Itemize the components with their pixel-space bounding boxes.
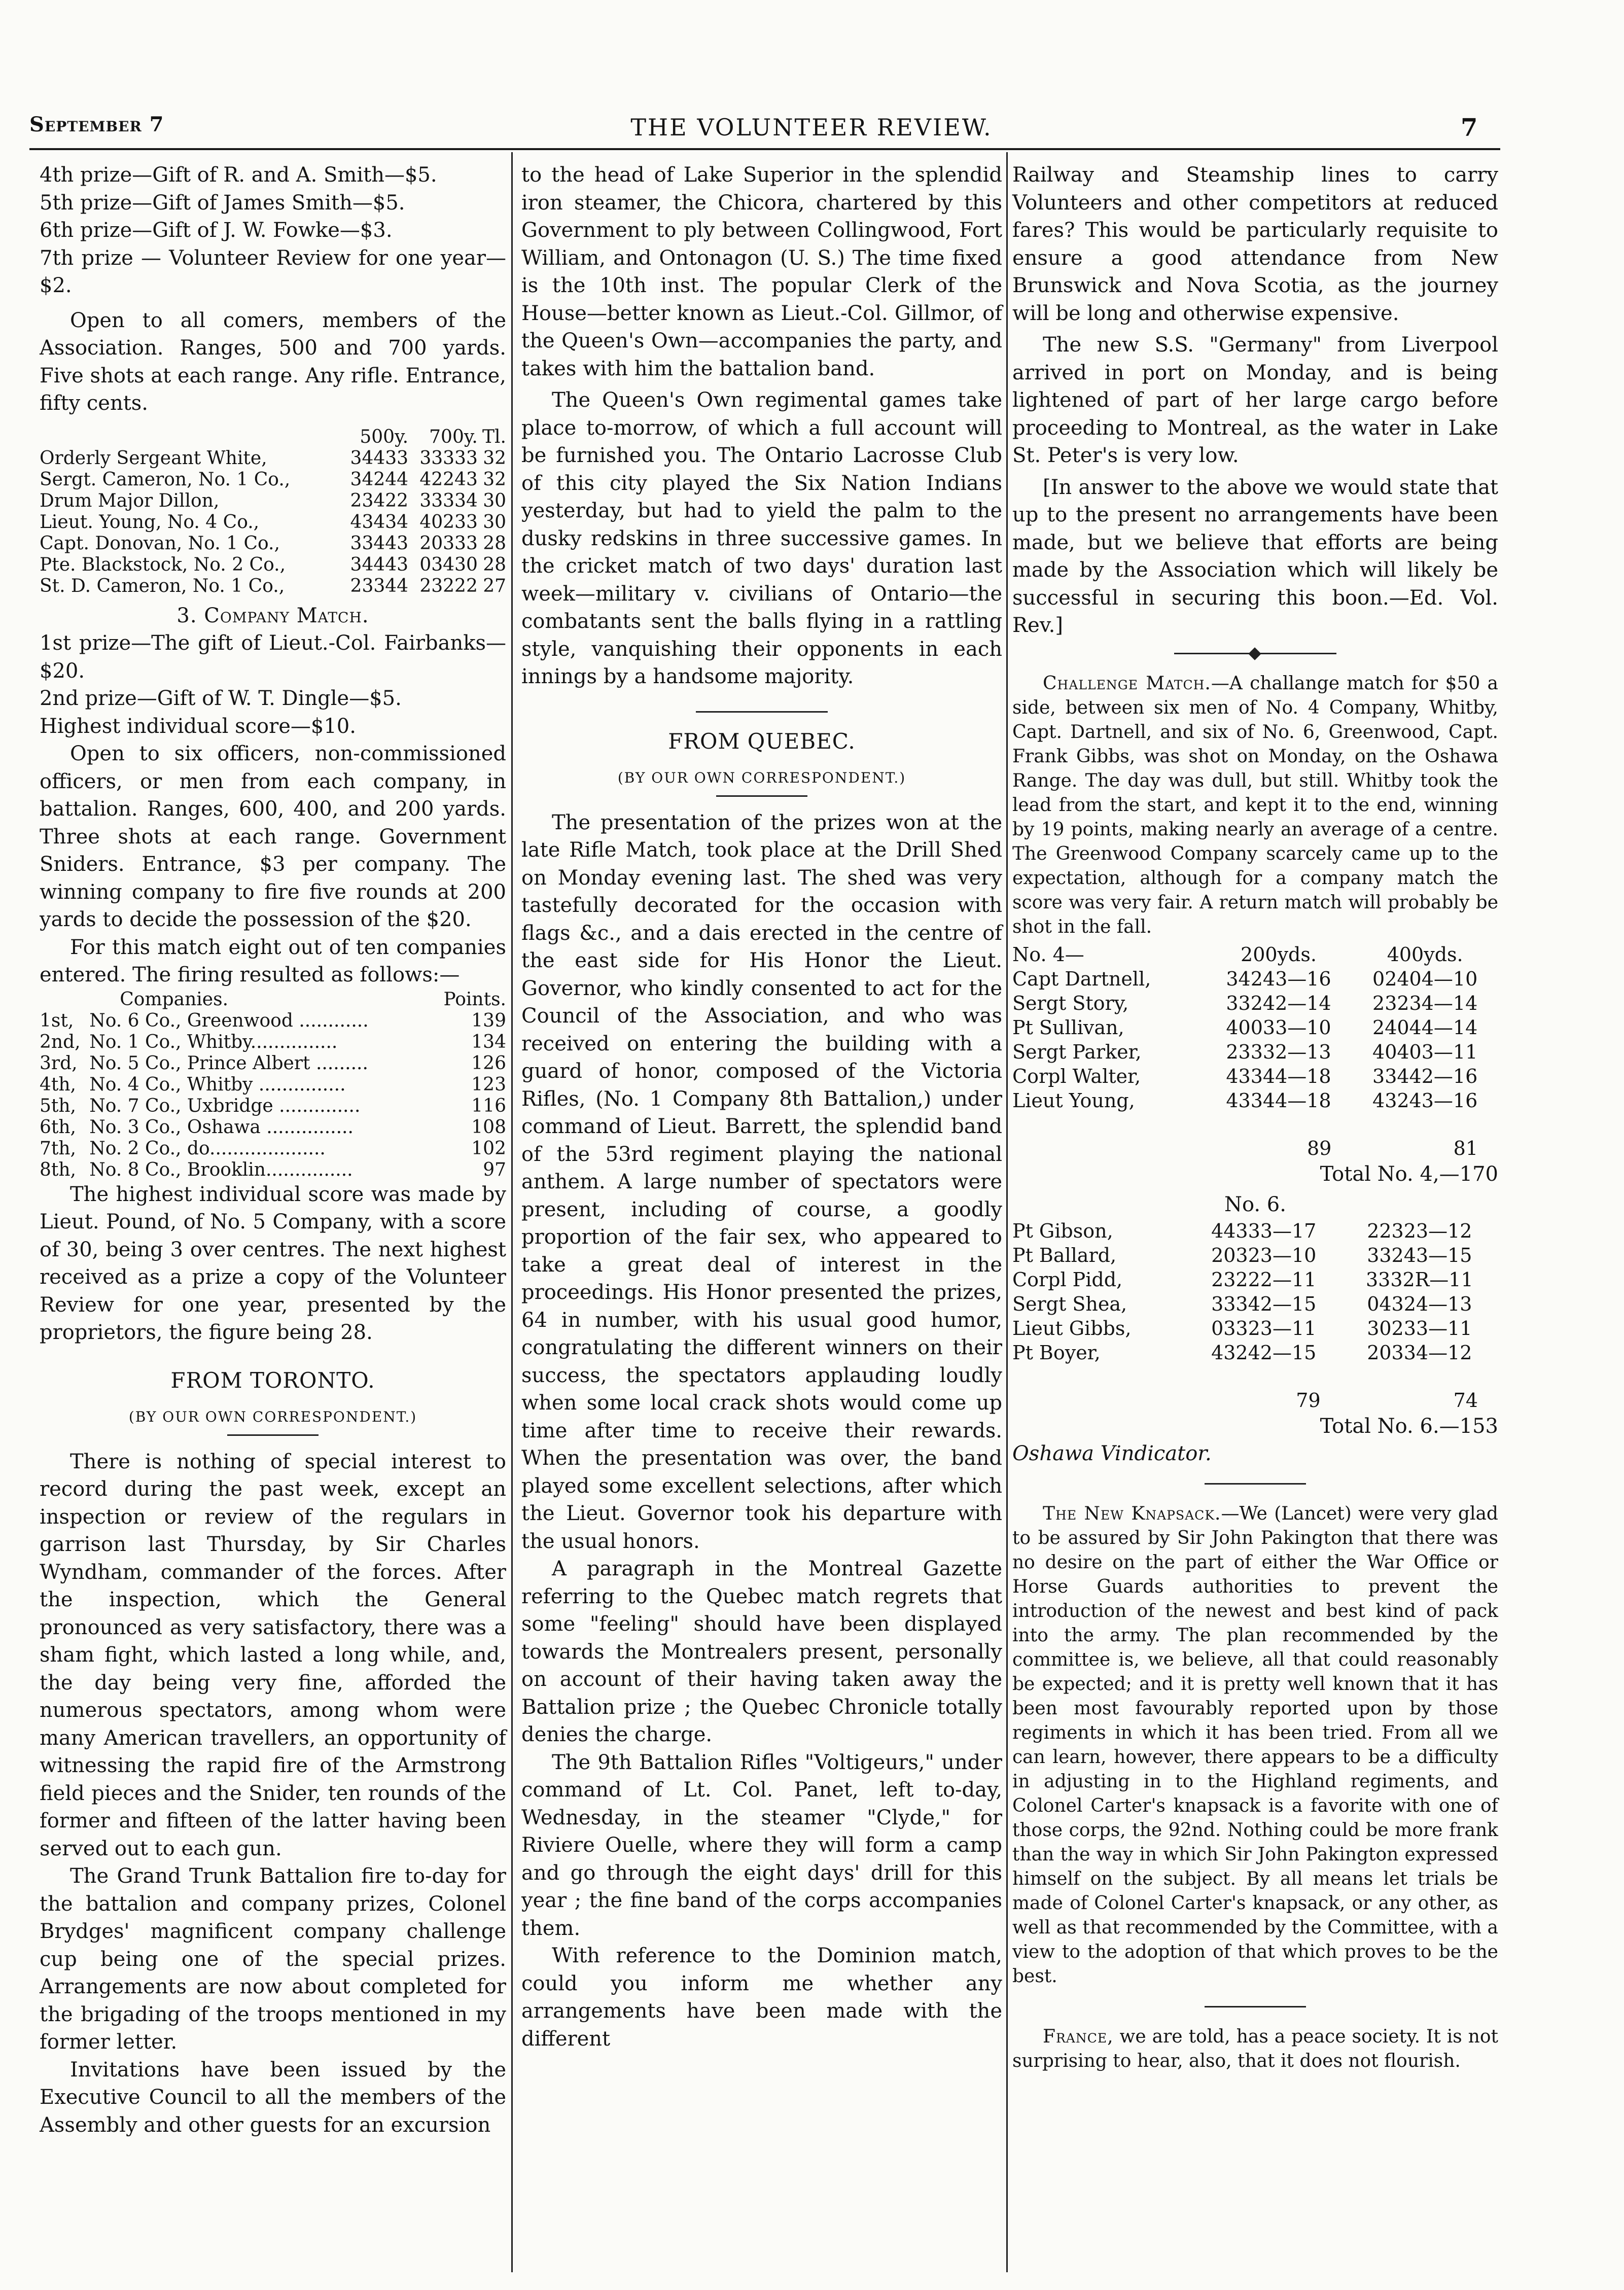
table-cell: No. 3 Co., Oshawa ............... [89, 1116, 354, 1138]
table-cell: 33333 [419, 447, 478, 469]
table-cell [1012, 1365, 1187, 1413]
table-cell: No. 5 Co., Prince Albert ......... [89, 1052, 368, 1074]
table-cell: 89 [1307, 1137, 1332, 1159]
column-3 [1012, 161, 1498, 2073]
table-row [1012, 991, 1498, 1015]
table-cell: 30 [483, 511, 506, 533]
table-cell: 42243 [419, 469, 478, 490]
table-cell: Pt Sullivan, [1012, 1016, 1124, 1039]
france-text: we are told, has a peace society. It is not surprising to hear, also, that it does not flourish. [1012, 2026, 1498, 2071]
table-row [40, 533, 506, 554]
table-cell: Companies. [120, 989, 229, 1010]
table-cell: 700y. [429, 426, 478, 447]
knapsack-lead: The New Knapsack. [1043, 1503, 1221, 1524]
column-1 [40, 161, 506, 2139]
table-row [1012, 1341, 1498, 1365]
article-paragraph: The Grand Trunk Battalion fire to-day for the battalion and company prizes, Colonel Brydges' magnificent company challenge cup being one of the special prizes. Arrangements are now about completed for the brigading of the troops mentioned in my former letter. [40, 1864, 506, 2054]
header-date: September 7 [29, 113, 164, 136]
article-paragraph: A paragraph in the Montreal Gazette referring to the Quebec match regrets that some "feeling" should have been displayed towards the Montrealers present, personally on account of their having taken away the Battalion prize ; the Quebec Chronicle totally denies the charge. [521, 1557, 1002, 1746]
editor-note: [In answer to the above we would state that up to the present no arrangements have been made, but we believe that efforts are being made by the Association which will likely be successful in securing this boon.—Ed. Vol. Rev.] [1012, 475, 1498, 637]
section-rule [696, 711, 828, 713]
table-cell: 40033—10 [1226, 1016, 1331, 1039]
table-row [40, 1159, 506, 1181]
table-cell: 23422 [350, 490, 409, 511]
prize-item: Highest individual score—$10. [40, 714, 356, 738]
prize-item: 1st prize—The gift of Lieut.-Col. Fairbanks—$20. [40, 631, 506, 683]
table-cell: Corpl Pidd, [1012, 1268, 1123, 1291]
prize-item: 5th prize—Gift of James Smith—$5. [40, 191, 405, 215]
table-cell: 20333 [419, 533, 478, 554]
table-cell [1012, 1113, 1206, 1160]
table-cell: 139 [471, 1010, 506, 1031]
table-cell: Tl. [482, 426, 506, 447]
table-row [1012, 1064, 1498, 1088]
table-cell: 79 [1296, 1389, 1321, 1412]
table-cell: 43242—15 [1211, 1341, 1317, 1364]
table-cell: 22323—12 [1367, 1219, 1472, 1242]
table-row [40, 1053, 506, 1074]
table-cell: No. 4— [1012, 943, 1084, 966]
table-cell: 33342—15 [1211, 1292, 1317, 1315]
table-cell: 24044—14 [1372, 1016, 1478, 1039]
article-paragraph: The presentation of the prizes won at the late Rifle Match, took place at the Drill Shed on Monday evening last. The shed was very tastefully decorated for the occasion with flags &c., and a dais erected in the centre of the east side for His Honor the Lieut. Governor, who kindly consented to act for the Council of the Association, and who was received on entering the building with a guard of honor, composed of the Victoria Rifles, (No. 1 Company 8th Battalion,) under command of Lieut. Barrett, the splendid band of the 53rd regiment playing the national anthem. A large number of spectators were present, including of course, a goodly proportion of the fair sex, who appeared to take a great deal of interest in the proceedings. His Honor presented the prizes, 64 in number, with his usual good humor, congratulating the different winners on their success, the spectators applauding loudly when some local crack shots would come up time after time to receive their rewards. When the presentation was over, the band played some excellent selections, after which the Lieut. Governor took his departure with the usual honors. [521, 811, 1002, 1553]
table-row [1012, 967, 1498, 991]
sum-row [1012, 1113, 1498, 1160]
table-row [40, 1138, 506, 1159]
challenge-match-lead: Challenge Match. [1043, 673, 1211, 694]
table-row [40, 1010, 506, 1032]
table-cell: 43344—18 [1226, 1065, 1331, 1087]
table-cell: 43434 [350, 511, 409, 533]
table-cell: Capt Dartnell, [1012, 967, 1151, 990]
masthead-title: THE VOLUNTEER REVIEW. [630, 114, 993, 141]
table-cell: 33242—14 [1226, 992, 1331, 1014]
challenge-match-text: —A challange match for $50 a side, between six men of No. 4 Company, Whitby, Capt. Dartnell, and six of No. 6, Greenwood, Capt. Frank Gibbs, was shot on Monday, on the Oshawa Range. The day was dull, but still. Whitby took the lead from the start, and kept it to the end, winning by 19 points, making nearly an average of a centre. The Greenwood Company scarcely came up to the expectation, although for a company match the score was very fair. A return match will probably be shot in the fall. [1012, 673, 1498, 937]
byline: (BY OUR OWN CORRESPONDENT.) [617, 769, 906, 786]
table-cell: No. 2 Co., do.................... [89, 1138, 326, 1159]
table-cell: Pt Boyer, [1012, 1341, 1101, 1364]
table-cell: 6th, [40, 1116, 76, 1138]
table-cell: 34443 [350, 554, 409, 575]
article-paragraph: to the head of Lake Superior in the splendid iron steamer, the Chicora, chartered by this Government to ply between Collingwood, Fort William, and Ontonagon (U. S.) The time fixed is the 10th inst. The popular Clerk of the House—better known as Lieut.-Col. Gillmor, of the Queen's Own—accompanies the party, and takes with him the battalion band. [521, 163, 1002, 380]
individual-scores-table [40, 427, 506, 597]
table-cell: Sergt Parker, [1012, 1040, 1142, 1063]
table-row [40, 1096, 506, 1117]
table-cell: 30233—11 [1367, 1317, 1472, 1340]
table-cell: 02404—10 [1372, 967, 1478, 990]
table-cell: Points. [443, 989, 506, 1010]
table-cell: Sergt Story, [1012, 992, 1129, 1014]
table-row [1012, 1292, 1498, 1316]
table-cell: 123 [471, 1074, 506, 1095]
table-cell: 23234—14 [1372, 992, 1478, 1014]
table-cell: Lieut Young, [1012, 1089, 1135, 1112]
table-cell: Lieut Gibbs, [1012, 1317, 1132, 1340]
table-cell: 3rd, [40, 1052, 78, 1074]
source-credit: Oshawa Vindicator. [1012, 1442, 1212, 1465]
table-cell: 1st, [40, 1010, 74, 1031]
table-row [40, 1117, 506, 1138]
table-cell: 4th, [40, 1074, 76, 1095]
table-cell: 32 [483, 447, 506, 469]
section-heading-toronto: FROM TORONTO. [170, 1367, 375, 1393]
table-cell: 03430 [419, 554, 478, 575]
table-cell: 23222 [419, 575, 478, 596]
table-header-row [40, 989, 506, 1010]
table-cell: 102 [471, 1138, 506, 1159]
table-cell: 34433 [350, 447, 409, 469]
column-divider-1 [511, 152, 513, 2272]
table-cell: 04324—13 [1367, 1292, 1472, 1315]
table-cell: Sergt Shea, [1012, 1292, 1127, 1315]
table-header-row [1012, 942, 1498, 967]
table-row [1012, 1316, 1498, 1341]
knapsack-text: —We (Lancet) were very glad to be assured by Sir John Pakington that there was no desire on the part of either the War Office or Horse Guards authorities to prevent the introduction of the newest and best kind of pack into the army. The plan recommended by the committee is, we believe, all that could reasonably be expected; and it is pretty well known that it has been most favourably reported upon by those regiments in which it has been tried. From all we can learn, however, there appears to be a difficulty in adjusting in to the Highland regiments, and Colonel Carter's knapsack is a favorite with one of those corps, the 92nd. Nothing could be more frank than the way in which Sir John Pakington expressed himself on the subject. By all means let trials be made of Colonel Carter's knapsack, or any other, as well as that recommended by the Committee, with a view to the adoption of that which proves to be the best. [1012, 1503, 1498, 1987]
table-row [40, 576, 506, 597]
table-cell: 03323—11 [1211, 1317, 1317, 1340]
challenge-match-paragraph [1012, 672, 1498, 939]
no6-total: Total No. 6.—153 [1320, 1414, 1498, 1438]
table-cell: 500y. [360, 426, 409, 447]
prize-item: 4th prize—Gift of R. and A. Smith—$5. [40, 163, 437, 187]
section-heading-quebec: FROM QUEBEC. [668, 728, 856, 754]
column-divider-2 [1006, 152, 1008, 2272]
table-cell: 40403—11 [1372, 1040, 1478, 1063]
table-cell: Lieut. Young, No. 4 Co., [40, 511, 260, 533]
france-paragraph [1012, 2025, 1498, 2073]
table-cell: 34244 [350, 469, 409, 490]
table-cell: 2nd, [40, 1031, 81, 1052]
no4-scores-table [1012, 942, 1498, 1160]
article-paragraph: The 9th Battalion Rifles "Voltigeurs," under command of Lt. Col. Panet, left to-day, Wednesday, in the steamer "Clyde," for Riviere Ouelle, where they will form a camp and go through the eight days' drill for this year ; the fine band of the corps accompanies them. [521, 1750, 1002, 1940]
table-cell: 44333—17 [1211, 1219, 1317, 1242]
table-cell: 33334 [419, 490, 478, 511]
knapsack-paragraph [1012, 1502, 1498, 1989]
table-cell: 126 [471, 1052, 506, 1074]
company-results-table [40, 989, 506, 1181]
sum-row [1012, 1365, 1498, 1413]
table-cell: 134 [471, 1031, 506, 1052]
table-cell: 43243—16 [1372, 1089, 1478, 1112]
prize-list [40, 161, 506, 300]
page-number: 7 [1461, 114, 1478, 142]
table-cell: 20334—12 [1367, 1341, 1472, 1364]
table-cell [40, 427, 339, 448]
article-paragraph: The Queen's Own regimental games take place to-morrow, of which a full account will be furnished you. The Ontario Lacrosse Club of this city played the Six Nation Indians yesterday, but had to yield the palm to the dusky redskins in three successive games. In the cricket match of two days' duration last week—military v. civilians of Ontario—the combatants sent the balls flying in a rattling style, vanquishing their opponents in each innings by a handsome majority. [521, 389, 1002, 688]
header-rule [29, 148, 1500, 150]
table-cell: Corpl Walter, [1012, 1065, 1141, 1087]
table-cell: 116 [471, 1095, 506, 1116]
table-row [1012, 1243, 1498, 1267]
section-rule [1205, 1483, 1306, 1485]
company-match-conditions: Open to six officers, non-commissioned officers, or men from each company, in battalion. Ranges, 600, 400, and 200 yards. Three shots at each range. Government Sniders. Entrance, $3 per company. The winning company to fire five rounds at 200 yards to decide the possession of the $20. [40, 742, 506, 931]
heading-rule [227, 1434, 319, 1436]
table-row [1012, 1219, 1498, 1243]
table-cell: 32 [483, 469, 506, 490]
table-cell: 400yds. [1387, 943, 1463, 966]
article-paragraph: With reference to the Dominion match, could you inform me whether any arrangements have been made with the different [521, 1944, 1002, 2051]
table-cell: 97 [483, 1159, 506, 1180]
table-row [40, 554, 506, 576]
table-cell: 30 [483, 490, 506, 511]
article-paragraph: The new S.S. "Germany" from Liverpool arrived in port on Monday, and is being lightened of part of her large cargo before proceeding to Montreal, as the water in Lake St. Peter's is very low. [1012, 333, 1498, 467]
prize-item: 6th prize—Gift of J. W. Fowke—$3. [40, 219, 393, 242]
table-cell: 23344 [350, 575, 409, 596]
table-cell: 20323—10 [1211, 1244, 1317, 1266]
table-cell: 43344—18 [1226, 1089, 1331, 1112]
highest-score-paragraph: The highest individual score was made by Lieut. Pound, of No. 5 Company, with a score of 30, being 3 over centres. The next highest received as a prize a copy of the Volunteer Review for one year, presented by the proprietors, the figure being 28. [40, 1182, 506, 1344]
table-cell: 3332R—11 [1365, 1268, 1473, 1291]
article-paragraph: There is nothing of special interest to record during the past week, except an inspection or review of the regulars in garrison last Thursday, by Sir Charles Wyndham, commander of the forces. After the inspection, which the General pronounced as very satisfactory, there was a sham fight, which lasted a long while, and, the day being very fine, afforded the numerous spectators, among whom were many American travellers, an opportunity of witnessing the rapid fire of the Armstrong field pieces and the Snider, ten rounds of the former and fifteen of the latter having been served out to each gun. [40, 1450, 506, 1860]
table-cell: No. 1 Co., Whitby............... [89, 1031, 338, 1052]
table-header-row [40, 427, 506, 448]
table-cell: 23332—13 [1226, 1040, 1331, 1063]
article-paragraph: Invitations have been issued by the Executive Council to all the members of the Assembly and other guests for an excursion [40, 2058, 506, 2137]
article-paragraph: Railway and Steamship lines to carry Volunteers and other competitors at reduced fares? This would be particularly requisite to ensure a good attendance from New Brunswick and Nova Scotia, as the journey will be long and otherwise expensive. [1012, 163, 1498, 325]
table-row [1012, 1040, 1498, 1064]
table-cell: St. D. Cameron, No. 1 Co., [40, 575, 285, 596]
table-cell: Pt Gibson, [1012, 1219, 1113, 1242]
heading-rule [716, 795, 807, 797]
prize-item: 2nd prize—Gift of W. T. Dingle—$5. [40, 687, 402, 710]
table-cell: Capt. Donovan, No. 1 Co., [40, 533, 280, 554]
table-cell: No. 4 Co., Whitby ............... [89, 1074, 346, 1095]
table-cell: 81 [1453, 1137, 1478, 1159]
table-cell: No. 6 Co., Greenwood ............ [89, 1010, 369, 1031]
table-cell: 40233 [419, 511, 478, 533]
no4-total: Total No. 4,—170 [1320, 1162, 1498, 1186]
no6-scores-table [1012, 1219, 1498, 1413]
table-cell: 7th, [40, 1138, 76, 1159]
company-entered-text: For this match eight out of ten companies entered. The firing resulted as follows:— [40, 935, 506, 987]
table-row [40, 448, 506, 469]
table-row [40, 490, 506, 512]
table-cell [40, 989, 89, 1010]
table-row [40, 1032, 506, 1053]
table-cell: 5th, [40, 1095, 76, 1116]
no6-heading: No. 6. [1224, 1193, 1286, 1216]
byline: (BY OUR OWN CORRESPONDENT.) [128, 1408, 417, 1425]
section-rule [1205, 2006, 1306, 2007]
table-cell: 34243—16 [1226, 967, 1331, 990]
table-row [40, 512, 506, 533]
match-conditions: Open to all comers, members of the Association. Ranges, 500 and 700 yards. Five shots at each range. Any rifle. Entrance, fifty cents. [40, 308, 506, 415]
table-row [40, 469, 506, 490]
table-cell: 28 [483, 554, 506, 575]
table-cell: Pte. Blackstock, No. 2 Co., [40, 554, 286, 575]
table-cell: Orderly Sergeant White, [40, 447, 267, 469]
table-cell: Pt Ballard, [1012, 1244, 1117, 1266]
table-row [40, 1074, 506, 1096]
table-cell: No. 7 Co., Uxbridge .............. [89, 1095, 361, 1116]
table-cell: 33443 [350, 533, 409, 554]
table-cell: 108 [471, 1116, 506, 1138]
table-cell: 8th, [40, 1159, 76, 1180]
table-cell: 28 [483, 533, 506, 554]
ornamental-divider [1174, 653, 1336, 654]
table-row [1012, 1088, 1498, 1113]
table-cell: 23222—11 [1211, 1268, 1317, 1291]
table-cell: 200yds. [1241, 943, 1317, 966]
table-cell: 27 [483, 575, 506, 596]
table-cell: 74 [1453, 1389, 1478, 1412]
table-cell: Drum Major Dillon, [40, 490, 220, 511]
table-cell: 33243—15 [1367, 1244, 1472, 1266]
column-2 [521, 161, 1002, 2053]
table-cell: 33442—16 [1372, 1065, 1478, 1087]
france-lead: France, [1043, 2026, 1114, 2047]
table-row [1012, 1267, 1498, 1292]
table-cell: Sergt. Cameron, No. 1 Co., [40, 469, 291, 490]
prize-item: 7th prize — Volunteer Review for one year—$2. [40, 246, 506, 297]
table-cell: No. 8 Co., Brooklin............... [89, 1159, 353, 1180]
company-match-title: 3. Company Match. [176, 604, 369, 627]
table-row [1012, 1015, 1498, 1040]
